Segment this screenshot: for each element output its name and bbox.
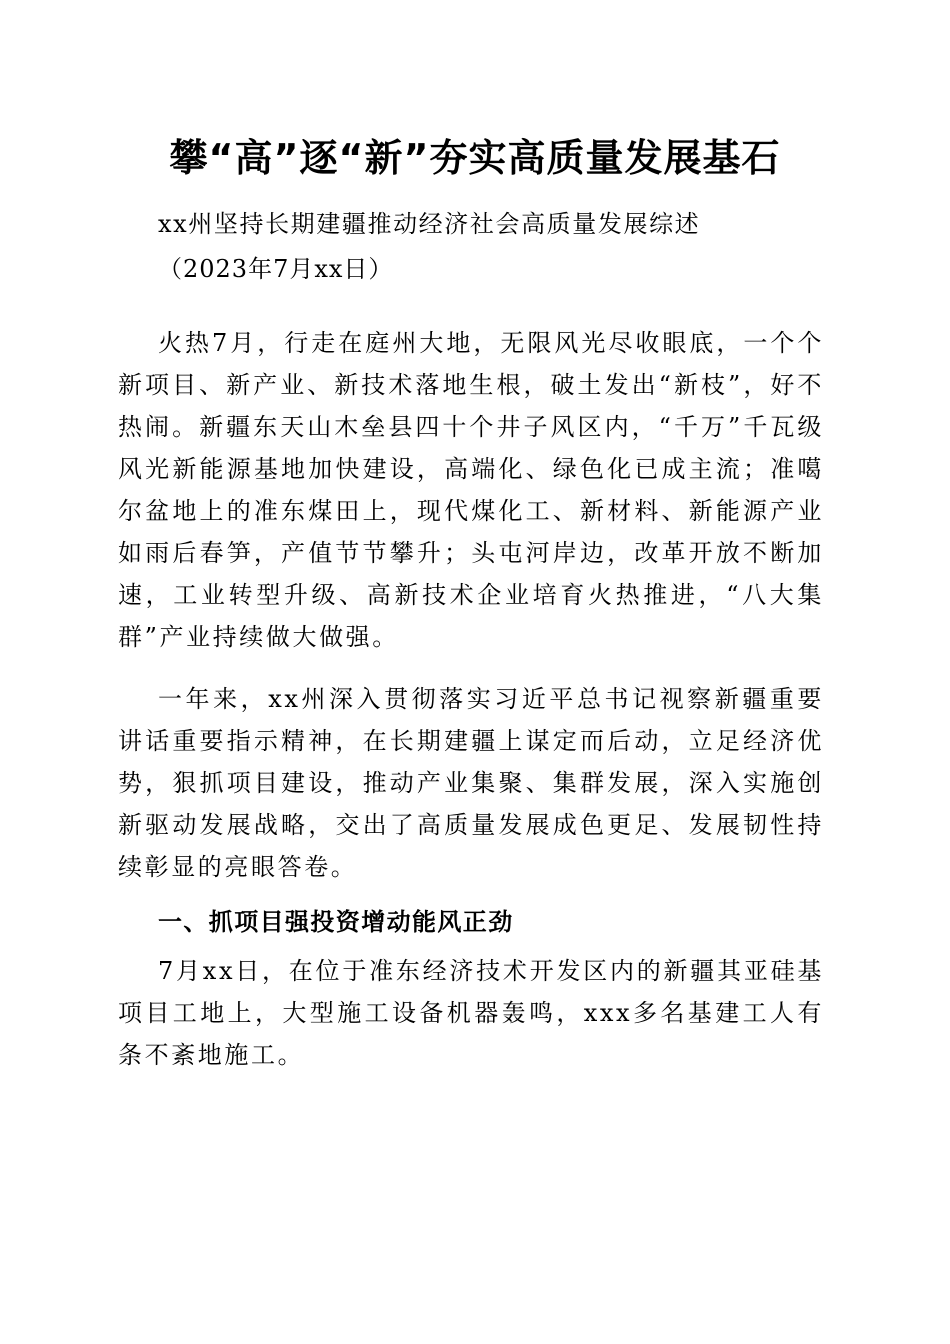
paragraph-intro: 火热7月，行走在庭州大地，无限风光尽收眼底，一个个新项目、新产业、新技术落地生根，破土发出“新枝”，好不热闹。新疆东天山木垒县四十个井子风区内，“千万”千瓦级风光新能源基地加快建设，高端化、绿色化已成主流；准噶尔盆地上的准东煤田上，现代煤化工、新材料、新能源产业如雨后春笋，产值节节攀升；头屯河岸边，改革开放不断加速，工业转型升级、高新技术企业培育火热推进，“八大集群”产业持续做大做强。 — [118, 329, 824, 651]
document-subtitle: xx州坚持长期建疆推动经济社会高质量发展综述 — [158, 210, 701, 238]
paragraph-summary: 一年来，xx州深入贯彻落实习近平总书记视察新疆重要讲话重要指示精神，在长期建疆上谋定而后动，立足经济优势，狠抓项目建设，推动产业集聚、集群发展，深入实施创新驱动发展战略，交出了高质量发展成色更足、发展韧性持续彰显的亮眼答卷。 — [118, 685, 824, 881]
document-date: （2023年7月xx日） — [158, 255, 394, 283]
section-heading: 一、抓项目强投资增动能风正劲 — [158, 908, 514, 936]
section-paragraph: 7月xx日，在位于准东经济技术开发区内的新疆其亚硅基项目工地上，大型施工设备机器轰鸣，xxx多名基建工人有条不紊地施工。 — [118, 957, 824, 1069]
document-title: 攀“高”逐“新”夯实高质量发展基石 — [169, 136, 781, 180]
